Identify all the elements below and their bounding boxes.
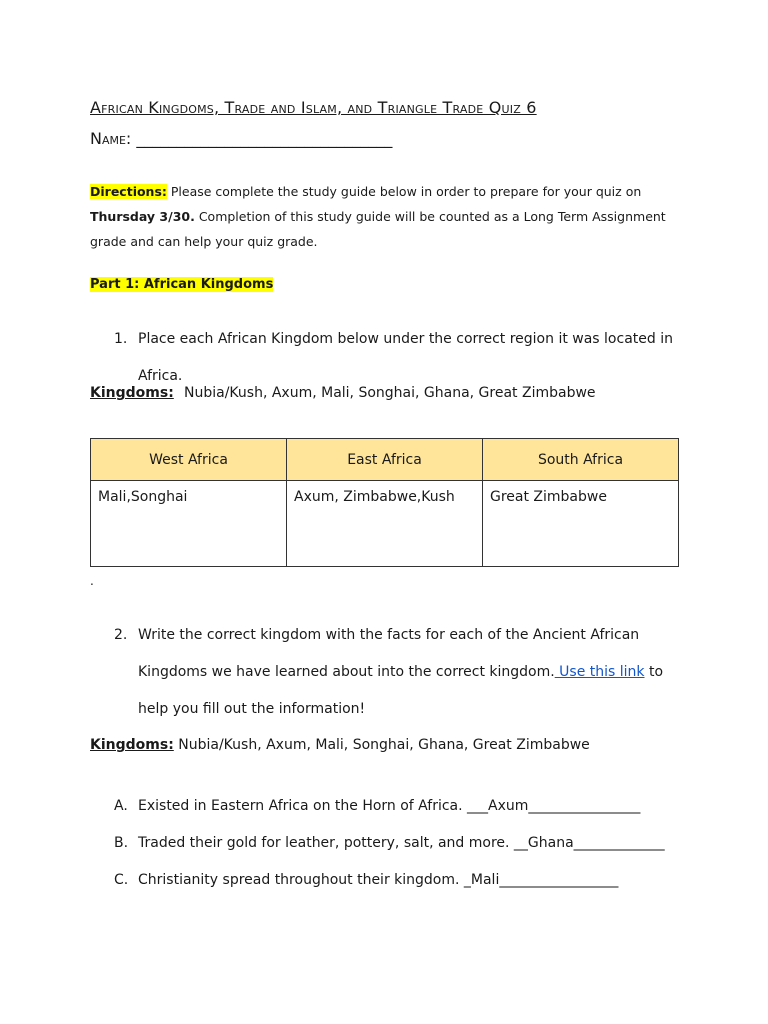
part1-heading: [90, 277, 273, 292]
header-east-africa: East Africa: [287, 439, 483, 481]
kingdoms-values-1: Nubia/Kush, Axum, Mali, Songhai, Ghana, Great Zimbabwe: [184, 385, 596, 401]
stray-period: .: [90, 574, 94, 588]
document-title: African Kingdoms, Trade and Islam, and Triangle Trade Quiz 6: [90, 98, 537, 117]
answer-text-b: Traded their gold for leather, pottery, salt, and more. __Ghana_____________: [138, 835, 665, 851]
answer-item-a[interactable]: [114, 788, 704, 825]
directions-text-after: Completion of this study guide will be counted as a Long Term Assignment grade and can help your quiz grade.: [90, 209, 666, 249]
header-south-africa: South Africa: [483, 439, 679, 481]
part1-heading-text: Part 1: African Kingdoms: [90, 277, 274, 292]
regions-table-header-row: [91, 439, 679, 481]
question-2: [114, 617, 684, 728]
study-link[interactable]: Use this link: [554, 664, 645, 680]
answer-letter-b: B.: [114, 835, 129, 851]
question-2-text-before: Write the correct kingdom with the facts for each of the Ancient African Kingdoms we have learned about into the correct kingdom.: [138, 627, 640, 680]
directions-paragraph: [90, 179, 680, 254]
question-1-number: 1.: [114, 331, 128, 347]
answer-list: [114, 788, 704, 899]
answer-letter-a: A.: [114, 798, 128, 814]
answer-item-b[interactable]: [114, 825, 704, 862]
regions-table-row: [91, 481, 679, 567]
kingdoms-label-1: Kingdoms:: [90, 385, 174, 401]
answer-text-a: Existed in Eastern Africa on the Horn of Africa. ___Axum________________: [138, 798, 641, 814]
kingdoms-values-2: Nubia/Kush, Axum, Mali, Songhai, Ghana, Great Zimbabwe: [173, 737, 590, 753]
name-field-line: Name: ________________________________: [90, 129, 393, 148]
question-1: [114, 321, 684, 395]
header-west-africa: West Africa: [91, 439, 287, 481]
answer-item-c[interactable]: [114, 862, 704, 899]
kingdoms-list-1: [90, 385, 596, 401]
question-2-text-after: to help you fill out the information!: [138, 664, 664, 717]
cell-east-africa[interactable]: Axum, Zimbabwe,Kush: [287, 481, 483, 567]
cell-west-africa[interactable]: Mali,Songhai: [91, 481, 287, 567]
quiz-date: Thursday 3/30.: [90, 209, 195, 224]
directions-text-before: Please complete the study guide below in order to prepare for your quiz on: [166, 184, 642, 199]
cell-south-africa[interactable]: Great Zimbabwe: [483, 481, 679, 567]
answer-text-c: Christianity spread throughout their kingdom. _Mali_________________: [138, 872, 619, 888]
question-2-text: [138, 617, 684, 728]
question-2-number: 2.: [114, 627, 128, 643]
directions-label: Directions:: [90, 184, 167, 199]
kingdoms-label-2: Kingdoms:: [90, 737, 174, 753]
question-1-text: Place each African Kingdom below under the correct region it was located in Africa.: [138, 331, 673, 384]
regions-table: [90, 438, 679, 567]
answer-letter-c: C.: [114, 872, 129, 888]
kingdoms-list-2: [90, 737, 590, 753]
